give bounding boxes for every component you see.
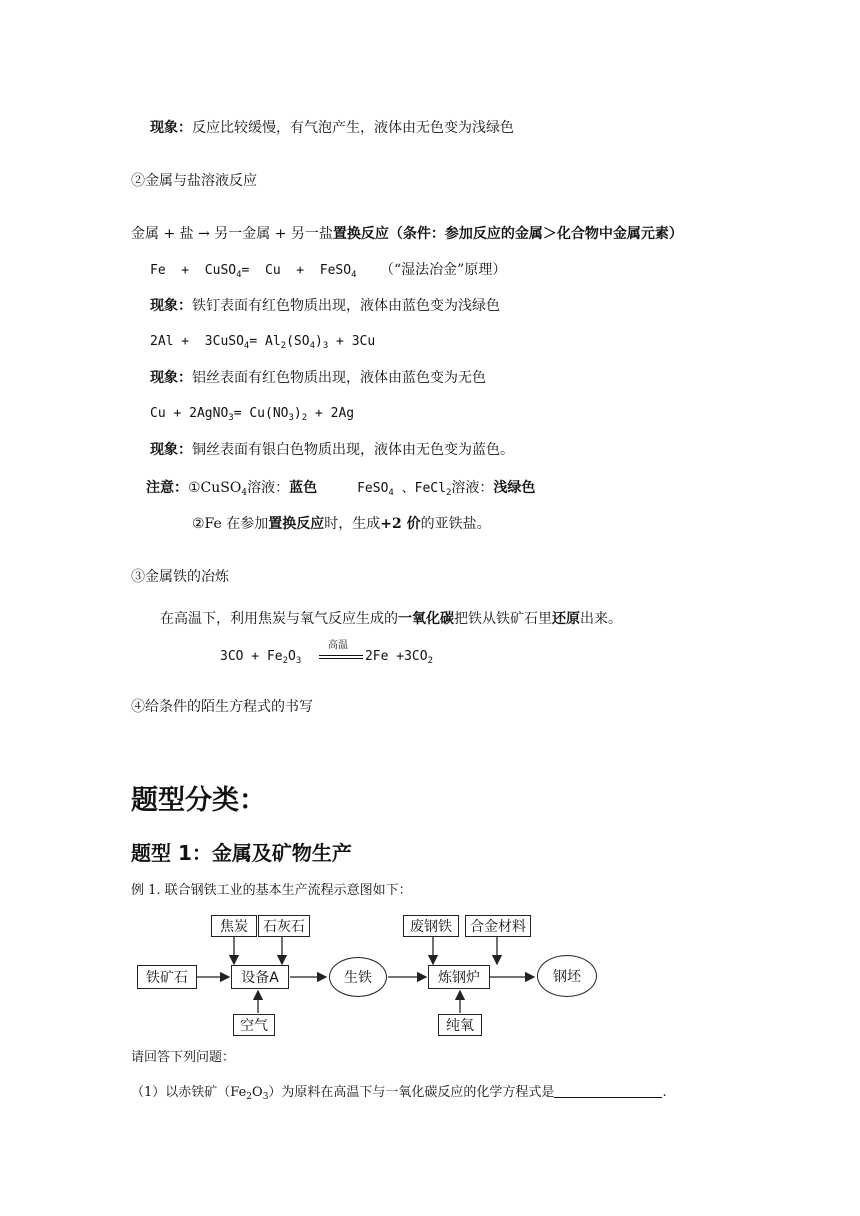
node-pig-iron: 生铁 xyxy=(329,957,387,997)
reaction-arrow: 高温 xyxy=(319,650,363,664)
node-steel-billet: 钢坯 xyxy=(537,955,597,997)
node-scrap-steel: 废钢铁 xyxy=(403,915,459,937)
node-air: 空气 xyxy=(233,1014,275,1036)
type-1-heading: 题型 1：金属及矿物生产 xyxy=(131,841,352,865)
smelting-description: 在高温下，利用焦炭与氧气反应生成的一氧化碳把铁从铁矿石里还原出来。 xyxy=(160,611,622,627)
phenomenon-line-4: 现象：铜丝表面有银白色物质出现，液体由无色变为蓝色。 xyxy=(150,442,514,458)
node-coke: 焦炭 xyxy=(211,915,257,937)
example-1: 例 1. 联合钢铁工业的基本生产流程示意图如下： xyxy=(131,883,412,898)
node-steelmaking-furnace: 炼钢炉 xyxy=(428,965,490,989)
note-line-1: 注意：①CuSO$_4$溶液：蓝色 FeSO$_4$ 、FeCl$_2$溶液：浅绿色 xyxy=(146,480,536,498)
subheading-metal-salt: ②金属与盐溶液反应 xyxy=(131,173,257,189)
node-alloy-materials: 合金材料 xyxy=(465,915,531,937)
phenomenon-line-2: 现象：铁钉表面有红色物质出现，液体由蓝色变为浅绿色 xyxy=(150,298,500,314)
question-intro: 请回答下列问题： xyxy=(131,1050,236,1065)
answer-blank[interactable] xyxy=(554,1083,662,1098)
section-heading: 题型分类： xyxy=(131,785,266,816)
phenomenon-line-3: 现象：铝丝表面有红色物质出现，液体由蓝色变为无色 xyxy=(150,370,486,386)
subheading-iron-smelting: ③金属铁的冶炼 xyxy=(131,569,229,585)
note-line-2: ②Fe 在参加置换反应时，生成+2 价的亚铁盐。 xyxy=(192,516,491,532)
subheading-equations: ④给条件的陌生方程式的书写 xyxy=(131,699,313,715)
question-1: （1）以赤铁矿$(Fe_2O_3)$为原料在高温下与一氧化碳反应的化学方程式是 . xyxy=(131,1085,667,1102)
node-iron-ore: 铁矿石 xyxy=(137,965,197,989)
node-equipment-a: 设备A xyxy=(231,965,289,989)
equation-co-fe2o3: $3CO + Fe_2O_3$ 高温 $2Fe +3CO_2$ xyxy=(220,639,433,666)
equation-cu-agno3: Cu + 2AgNO$_3$= $Cu(NO_3)_2 + 2Ag$ xyxy=(150,406,355,423)
equation-al-cuso4: 2Al + 3CuSO$_4$= $Al_2(SO_4)_3 + 3Cu$ xyxy=(150,334,376,351)
equation-fe-cuso4: Fe + CuSO$_4$= Cu + FeSO$_4$ （“湿法冶金”原理） xyxy=(150,262,507,280)
rule-metal-salt: 金属 + 盐 → 另一金属 + 另一盐置换反应（条件：参加反应的金属＞化合物中金属元素） xyxy=(131,226,683,242)
node-limestone: 石灰石 xyxy=(258,915,310,937)
node-pure-oxygen: 纯氧 xyxy=(438,1014,482,1036)
phenomenon-line-1: 现象：反应比较缓慢，有气泡产生，液体由无色变为浅绿色 xyxy=(150,120,514,136)
